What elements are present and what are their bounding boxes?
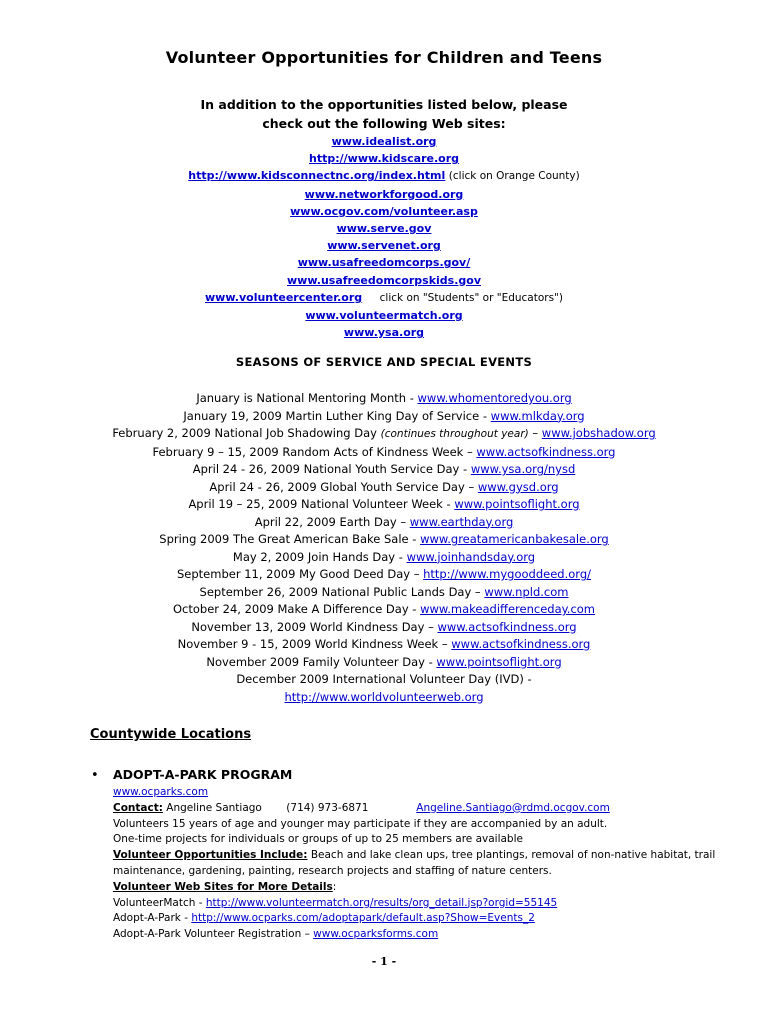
event-item xyxy=(0,461,768,479)
event-item xyxy=(0,444,768,462)
program-title: ADOPT-A-PARK PROGRAM xyxy=(113,767,293,782)
detail-link-text: Adopt-A-Park - xyxy=(113,912,192,925)
event-link[interactable]: www.actsofkindness.org xyxy=(451,637,591,651)
event-link[interactable]: www.ysa.org/nysd xyxy=(470,462,576,476)
site-link[interactable]: www.ocgov.com/volunteer.asp xyxy=(290,204,478,218)
event-item xyxy=(0,479,768,497)
contact-phone: (714) 973-6871 xyxy=(286,801,369,814)
event-item xyxy=(0,390,768,408)
events-list xyxy=(0,390,768,706)
event-text: October 24, 2009 Make A Difference Day - xyxy=(172,602,421,616)
intro-text xyxy=(0,95,768,133)
one-time-projects: One-time projects for individuals or groups of up to 25 members are available xyxy=(113,833,523,846)
web-sites-label: Volunteer Web Sites for More Details xyxy=(113,880,333,893)
event-text: November 13, 2009 World Kindness Day – xyxy=(191,619,438,634)
event-item xyxy=(0,584,768,602)
detail-link[interactable]: www.ocparksforms.com xyxy=(313,928,439,941)
site-link[interactable]: http://www.kidscare.org xyxy=(309,152,459,166)
site-item xyxy=(0,186,768,203)
event-text: Spring 2009 The Great American Bake Sale - xyxy=(159,532,421,546)
intro-line-1: In addition to the opportunities listed below, please xyxy=(200,97,568,112)
event-item xyxy=(0,531,768,549)
program-website-row xyxy=(113,785,753,801)
detail-link-row xyxy=(113,927,753,943)
event-text: September 11, 2009 My Good Deed Day – xyxy=(176,567,424,581)
event-link[interactable]: www.earthday.org xyxy=(409,514,514,529)
seasons-heading: SEASONS OF SERVICE AND SPECIAL EVENTS xyxy=(235,355,533,369)
website-list xyxy=(0,133,768,341)
page-number: - 1 - xyxy=(371,955,397,968)
web-sites-row xyxy=(113,880,753,896)
site-link[interactable]: www.idealist.org xyxy=(331,135,437,148)
event-text: February 2, 2009 National Job Shadowing Day xyxy=(112,426,381,440)
age-requirement: Volunteers 15 years of age and younger may participate if they are accompanied by an adult. xyxy=(113,817,608,830)
event-text: April 24 - 26, 2009 Global Youth Service Day – xyxy=(209,479,478,494)
opportunities-label: Volunteer Opportunities Include: xyxy=(113,849,308,862)
contact-label: Contact: xyxy=(113,801,163,814)
site-link[interactable]: www.volunteermatch.org xyxy=(305,309,463,323)
site-link[interactable]: http://www.kidsconnectnc.org/index.html xyxy=(188,169,446,183)
event-link[interactable]: www.joinhandsday.org xyxy=(406,549,536,564)
event-text: January 19, 2009 Martin Luther King Day of Service - xyxy=(183,408,491,423)
event-item xyxy=(0,408,768,426)
event-text: January is National Mentoring Month - xyxy=(196,391,418,405)
detail-link-text: Adopt-A-Park Volunteer Registration – xyxy=(113,928,314,941)
site-link[interactable]: www.servenet.org xyxy=(327,239,441,253)
event-item xyxy=(0,654,768,672)
event-item xyxy=(0,514,768,532)
event-item xyxy=(0,636,768,654)
site-item xyxy=(0,324,768,341)
detail-link[interactable]: http://www.ocparks.com/adoptapark/default.asp?Show=Events_2 xyxy=(191,912,535,925)
site-item xyxy=(0,237,768,254)
event-text: September 26, 2009 National Public Lands Day – xyxy=(199,584,485,599)
site-item xyxy=(0,203,768,220)
program-website-link[interactable]: www.ocparks.com xyxy=(113,786,209,798)
event-item xyxy=(0,619,768,637)
event-text: December 2009 International Volunteer Day (IVD) - xyxy=(236,672,532,686)
event-link[interactable]: http://www.mygooddeed.org/ xyxy=(423,567,591,581)
event-item xyxy=(0,496,768,514)
site-item xyxy=(0,307,768,324)
contact-email-link[interactable]: Angeline.Santiago@rdmd.ocgov.com xyxy=(416,801,610,814)
site-item xyxy=(0,272,768,289)
event-note: (continues throughout year) xyxy=(380,428,529,440)
event-text: May 2, 2009 Join Hands Day - xyxy=(232,549,407,564)
event-item xyxy=(0,566,768,584)
event-link[interactable]: www.makeadifferenceday.com xyxy=(420,602,596,616)
program-details xyxy=(113,785,753,943)
opportunities-row xyxy=(113,848,753,880)
intro-line-2: check out the following Web sites: xyxy=(262,116,506,131)
event-item xyxy=(0,425,768,444)
event-item xyxy=(0,689,768,707)
contact-name: Angeline Santiago xyxy=(166,801,262,814)
event-separator: – xyxy=(528,426,542,440)
event-link[interactable]: www.gysd.org xyxy=(477,479,559,494)
event-link[interactable]: www.pointsoflight.org xyxy=(454,497,580,511)
countywide-heading: Countywide Locations xyxy=(90,727,252,742)
event-link[interactable]: http://www.worldvolunteerweb.org xyxy=(284,689,484,704)
event-text: April 24 - 26, 2009 National Youth Service Day - xyxy=(192,462,471,476)
site-item xyxy=(0,220,768,237)
site-item xyxy=(0,133,768,150)
event-item xyxy=(0,549,768,567)
event-item xyxy=(0,671,768,689)
site-item xyxy=(0,167,768,185)
site-link[interactable]: www.serve.gov xyxy=(336,222,432,236)
site-item xyxy=(0,289,768,307)
site-link[interactable]: www.usafreedomcorpskids.gov xyxy=(287,273,481,287)
site-link[interactable]: www.ysa.org xyxy=(343,326,425,340)
event-link[interactable]: www.whomentoredyou.org xyxy=(417,391,572,405)
event-text: November 2009 Family Volunteer Day - xyxy=(206,654,437,669)
detail-link-row xyxy=(113,911,753,927)
site-link[interactable]: www.usafreedomcorps.gov/ xyxy=(297,256,471,270)
event-link[interactable]: www.mlkday.org xyxy=(490,408,585,423)
event-item xyxy=(0,601,768,619)
event-link[interactable]: www.jobshadow.org xyxy=(541,426,656,440)
event-link[interactable]: www.actsofkindness.org xyxy=(476,444,616,459)
site-note: click on "Students" or "Educators") xyxy=(379,291,563,304)
detail-link[interactable]: http://www.volunteermatch.org/results/org_detail.jsp?orgid=55145 xyxy=(205,896,558,909)
site-link[interactable]: www.networkforgood.org xyxy=(304,187,464,201)
detail-link-text: VolunteerMatch - xyxy=(113,896,206,909)
event-text: November 9 - 15, 2009 World Kindness Week – xyxy=(177,637,452,651)
event-text: February 9 – 15, 2009 Random Acts of Kindness Week – xyxy=(152,444,477,459)
site-item xyxy=(0,254,768,271)
event-text: April 22, 2009 Earth Day – xyxy=(254,514,410,529)
bullet-icon: • xyxy=(91,768,99,783)
event-link[interactable]: www.npld.com xyxy=(484,584,569,599)
web-sites-colon: : xyxy=(332,880,337,893)
event-link[interactable]: www.greatamericanbakesale.org xyxy=(420,532,609,546)
site-note: (click on Orange County) xyxy=(448,170,580,183)
site-link[interactable]: www.volunteercenter.org xyxy=(205,290,363,304)
opportunities-text: Beach and lake clean ups, tree plantings, removal of non-native habitat, trail maintenance, gardening, painting, research projects and staffing of nature centers. xyxy=(113,849,716,877)
event-link[interactable]: www.actsofkindness.org xyxy=(437,619,577,634)
detail-link-row xyxy=(113,896,753,912)
event-link[interactable]: www.pointsoflight.org xyxy=(436,654,562,669)
event-text: April 19 – 25, 2009 National Volunteer Week - xyxy=(188,497,455,511)
site-item xyxy=(0,150,768,167)
contact-row xyxy=(113,801,753,817)
page-title: Volunteer Opportunities for Children and Teens xyxy=(165,48,603,67)
